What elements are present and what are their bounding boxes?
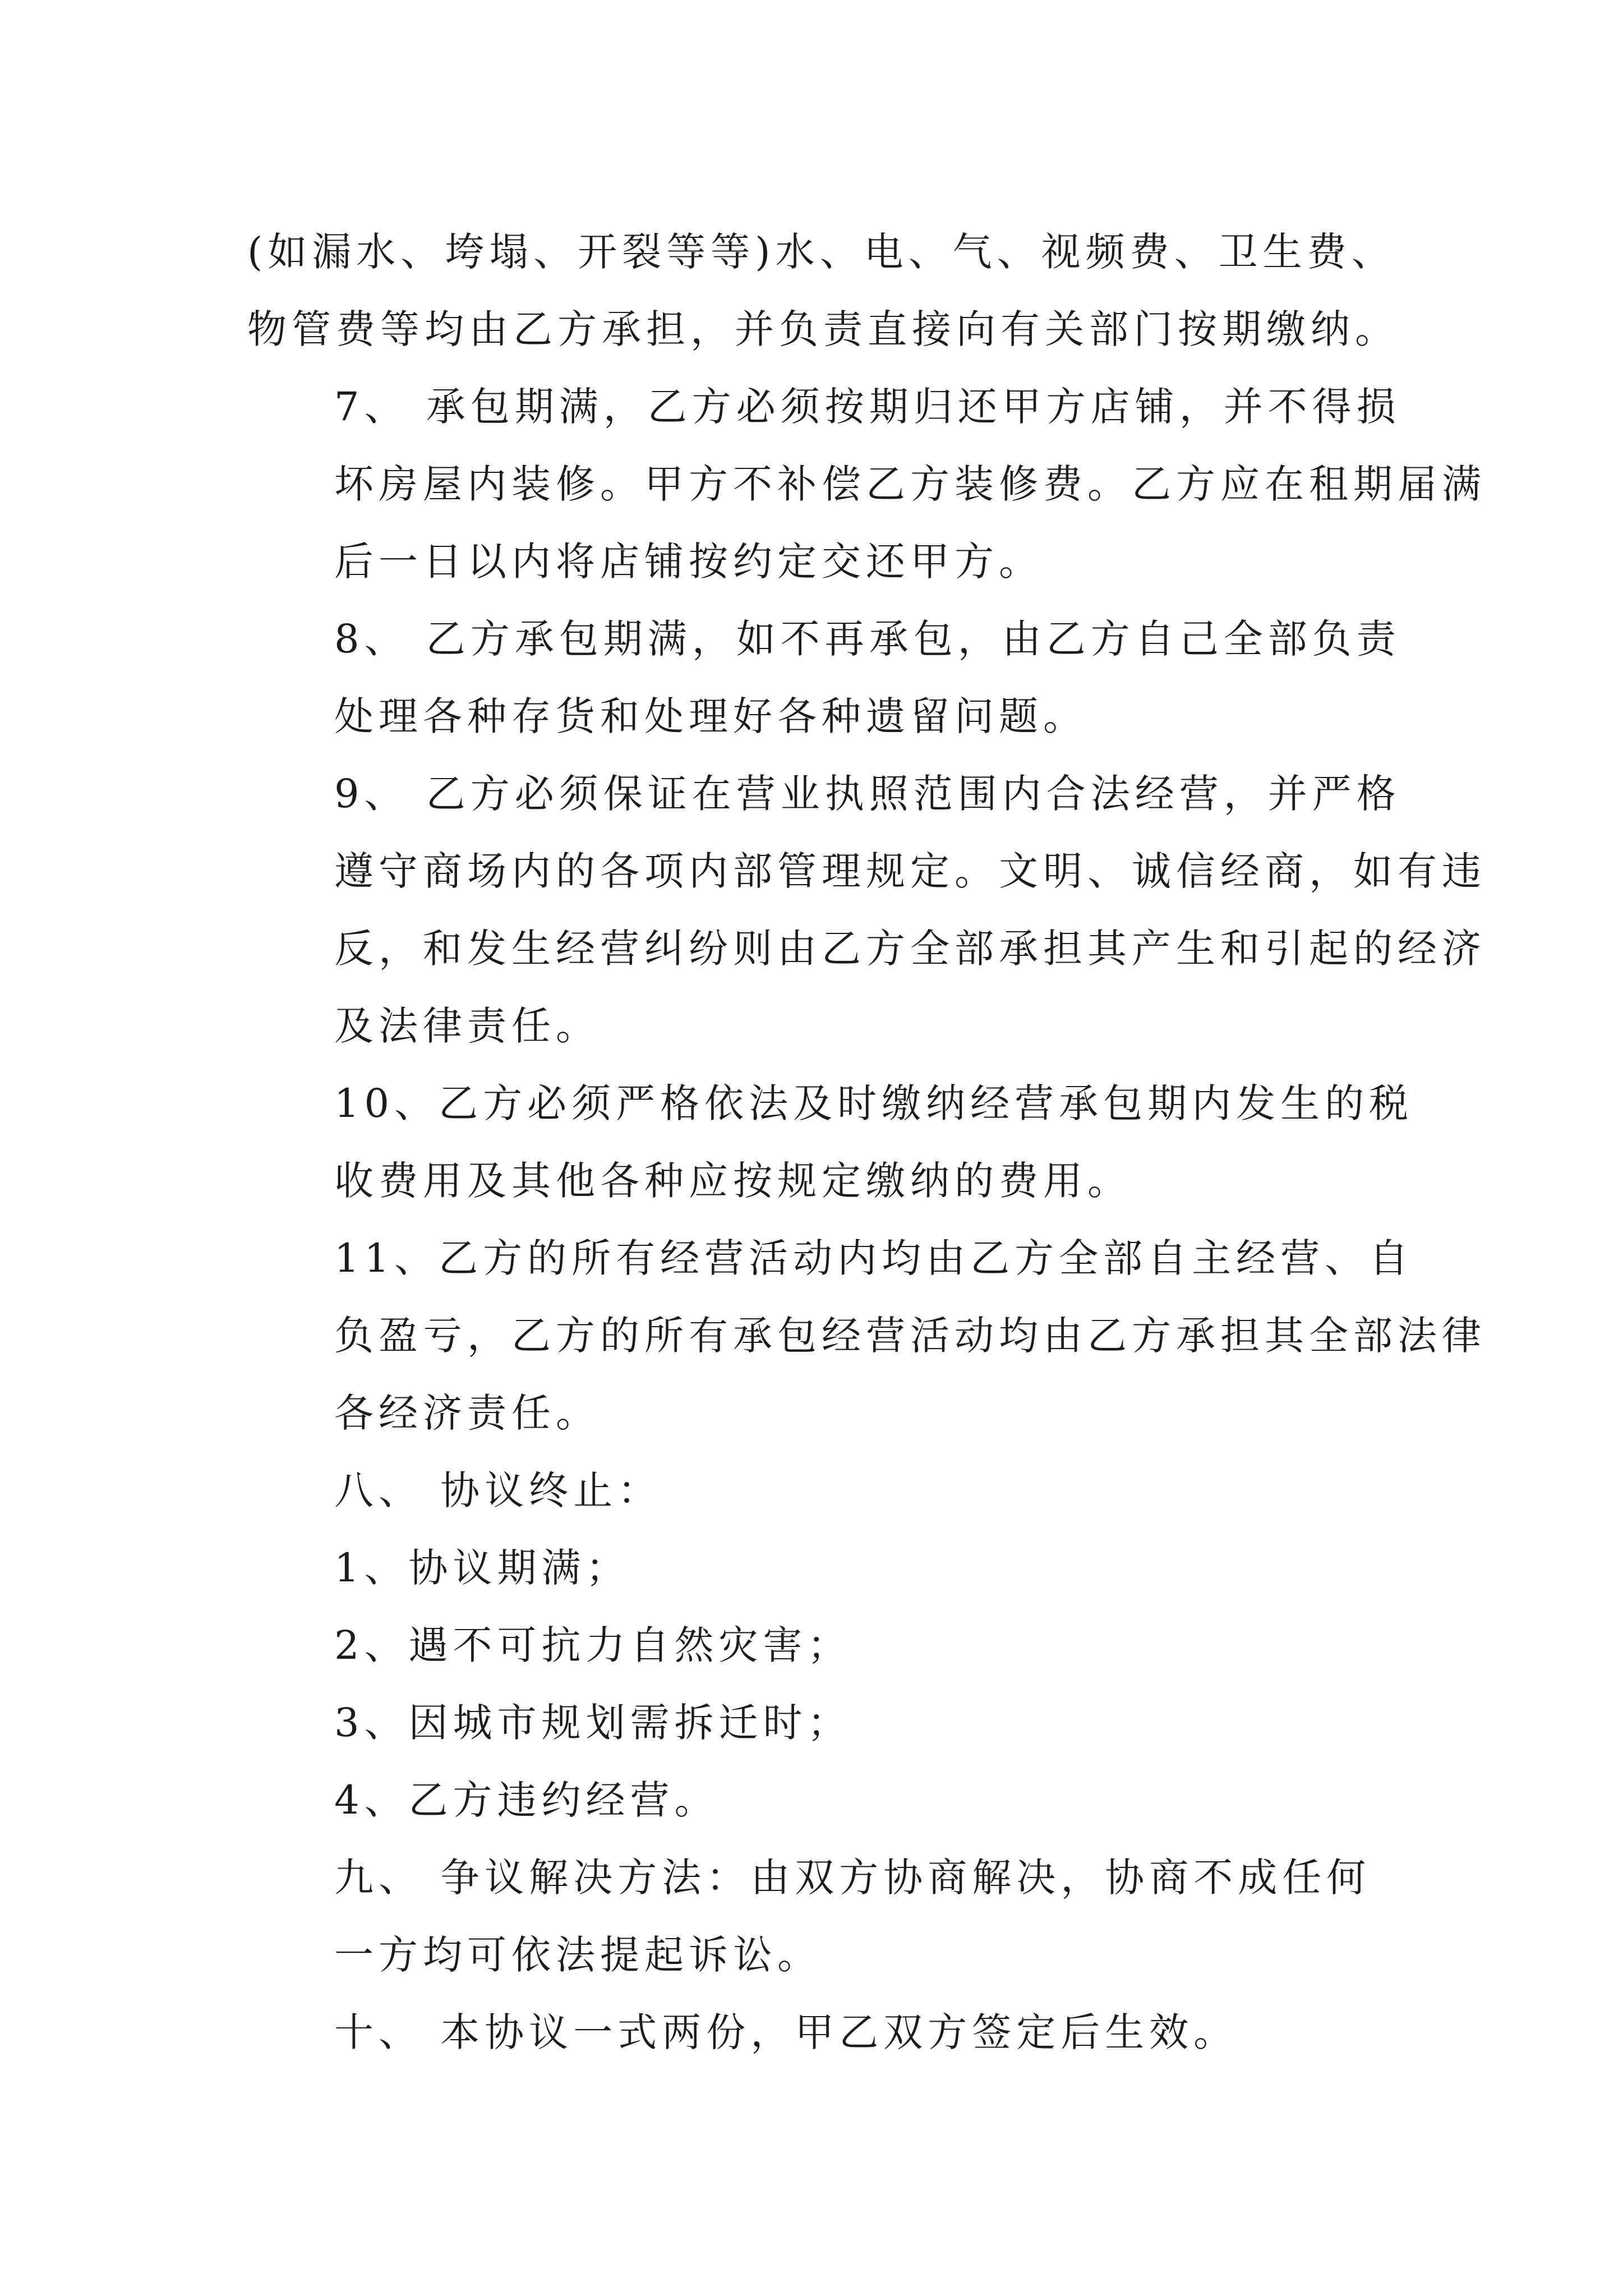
paragraph-p-9 <box>247 755 1486 1065</box>
text-line: 后一日以内将店铺按约定交还甲方。 <box>334 539 1043 585</box>
text-line: 1、协议期满； <box>334 1545 630 1591</box>
text-line: 11、乙方的所有经营活动内均由乙方全部自主经营、自 <box>334 1235 1414 1281</box>
text-line: 一方均可依法提起诉讼。 <box>334 1932 822 1978</box>
text-line: 8、 乙方承包期满，如不再承包，由乙方自己全部负责 <box>334 616 1401 662</box>
text-line: 7、 承包期满，乙方必须按期归还甲方店铺，并不得损 <box>334 384 1401 430</box>
text-line: 及法律责任。 <box>334 1003 600 1049</box>
paragraph-p-term-4 <box>247 1761 1391 1839</box>
text-line: 物管费等均由乙方承担，并负责直接向有关部门按期缴纳。 <box>247 306 1399 352</box>
paragraph-p-term-1 <box>247 1529 1391 1607</box>
text-line: 4、乙方违约经营。 <box>334 1777 719 1823</box>
paragraph-p-7 <box>247 368 1486 600</box>
text-line: 八、 协议终止： <box>334 1467 662 1513</box>
text-line: 收费用及其他各种应按规定缴纳的费用。 <box>334 1158 1132 1204</box>
text-line: (如漏水、垮塌、开裂等等)水、电、气、视频费、卫生费、 <box>247 229 1396 275</box>
text-line: 坏房屋内装修。甲方不补偿乙方装修费。乙方应在租期届满 <box>334 461 1486 507</box>
text-line: 2、遇不可抗力自然灾害； <box>334 1622 852 1668</box>
paragraph-p-term-3 <box>247 1684 1391 1761</box>
text-line: 十、 本协议一式两份，甲乙双方签定后生效。 <box>334 2009 1238 2055</box>
paragraph-p-section-8 <box>247 1452 1391 1529</box>
paragraph-p-11 <box>247 1220 1486 1452</box>
text-line: 反，和发生经营纠纷则由乙方全部承担其产生和引起的经济 <box>334 926 1486 972</box>
paragraph-p-term-2 <box>247 1607 1391 1684</box>
paragraph-p-continued <box>247 213 1399 368</box>
text-line: 九、 争议解决方法：由双方协商解决，协商不成任何 <box>334 1855 1371 1901</box>
document-body <box>247 213 1486 2071</box>
paragraph-p-section-10 <box>247 1994 1391 2071</box>
text-line: 3、因城市规划需拆迁时； <box>334 1700 852 1746</box>
text-line: 遵守商场内的各项内部管理规定。文明、诚信经商，如有违 <box>334 848 1486 894</box>
text-line: 10、乙方必须严格依法及时缴纳经营承包期内发生的税 <box>334 1080 1414 1126</box>
paragraph-p-10 <box>247 1065 1414 1220</box>
text-line: 处理各种存货和处理好各种遗留问题。 <box>334 693 1087 739</box>
text-line: 负盈亏，乙方的所有承包经营活动均由乙方承担其全部法律 <box>334 1313 1486 1359</box>
paragraph-p-8 <box>247 600 1401 755</box>
text-line: 9、 乙方必须保证在营业执照范围内合法经营，并严格 <box>334 771 1401 817</box>
text-line: 各经济责任。 <box>334 1390 600 1436</box>
paragraph-p-section-9 <box>247 1839 1391 1994</box>
